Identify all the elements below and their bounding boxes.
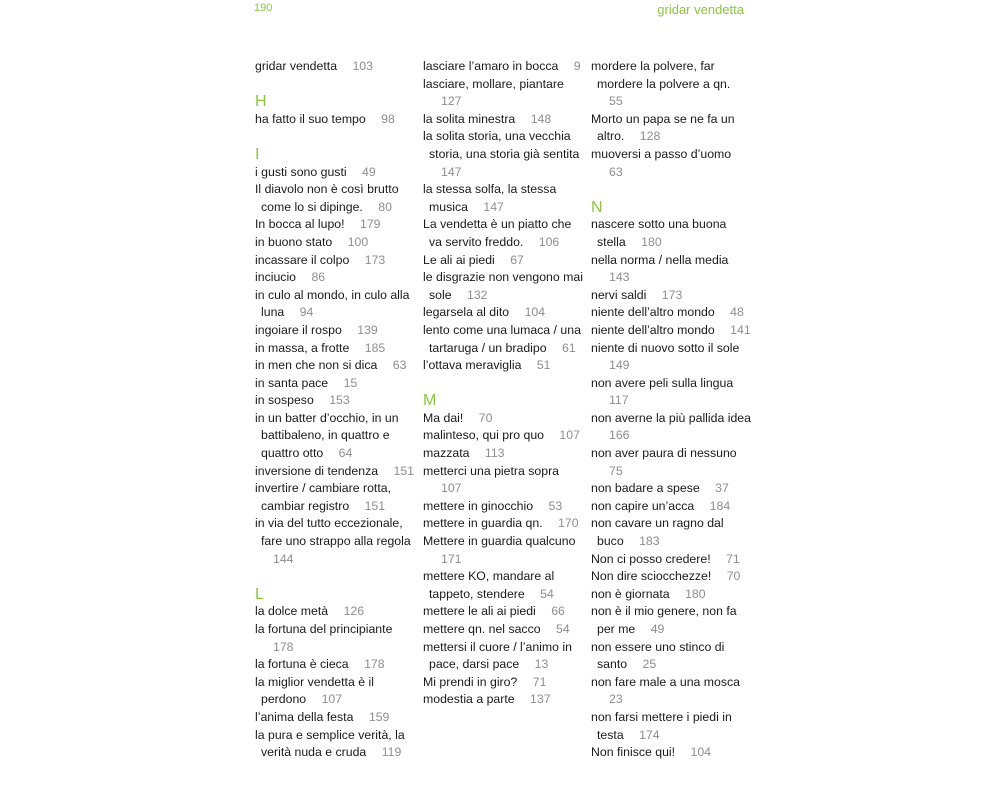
- index-entry-page: 23: [609, 692, 623, 707]
- index-entry-text: in men che non si dica: [255, 358, 378, 373]
- index-entry-text: i gusti sono gusti: [255, 164, 347, 179]
- index-entry-text: mettere le ali ai piedi: [423, 604, 536, 619]
- index-entry-text: incassare il colpo: [255, 252, 350, 267]
- index-entry: [423, 498, 585, 516]
- index-entry-text: le disgrazie non vengono mai sole: [423, 270, 583, 302]
- index-entry: [591, 709, 753, 744]
- index-entry-text: niente dell’altro mondo: [591, 322, 715, 337]
- index-entry-text: inversione di tendenza: [255, 463, 379, 478]
- index-entry-text: Mi prendi in giro?: [423, 674, 518, 689]
- index-entry-text: in culo al mondo, in culo alla luna: [255, 287, 410, 320]
- index-entry-page: 48: [730, 305, 744, 320]
- index-entry-text: La vendetta è un piatto che va servito freddo.: [423, 217, 572, 249]
- index-entry-page: 128: [639, 129, 661, 144]
- index-entry-page: 103: [352, 59, 373, 73]
- index-entry-text: non è il mio genere, non fa per me: [591, 604, 737, 636]
- index-entry: [591, 603, 753, 638]
- index-entry: [255, 515, 417, 568]
- index-entry-text: Non ci posso credere!: [591, 551, 711, 566]
- index-entry-text: Non dire sciocchezze!: [591, 569, 712, 584]
- index-entry: [255, 58, 417, 76]
- index-entry-text: lento come una lumaca / una tartaruga / un bradipo: [423, 322, 581, 355]
- index-entry: [591, 498, 753, 516]
- index-entry-page: 51: [536, 358, 551, 373]
- index-entry: [255, 234, 417, 252]
- index-entry: [423, 304, 585, 322]
- index-entry-text: in buono stato: [255, 234, 333, 249]
- index-entry-text: mettere in ginocchio: [423, 498, 534, 513]
- index-entry: [423, 252, 585, 270]
- index-letter-heading: I: [255, 145, 260, 163]
- index-entry-page: 139: [357, 322, 378, 337]
- index-entry-text: nascere sotto una buona stella: [591, 217, 727, 249]
- index-entry-text: malinteso, qui pro quo: [423, 428, 544, 443]
- index-entry-page: 55: [609, 94, 623, 109]
- index-entry-text: lasciare l’amaro in bocca: [423, 59, 559, 73]
- index-entry: [423, 568, 585, 603]
- index-entry: [591, 58, 753, 111]
- index-entry-text: ha fatto il suo tempo: [255, 111, 366, 126]
- index-entry-text: mettere qn. nel sacco: [423, 622, 541, 636]
- index-entry-page: 64: [338, 446, 353, 461]
- index-letter-heading: H: [255, 93, 267, 111]
- index-entry-page: 179: [359, 217, 381, 232]
- index-entry-page: 104: [524, 305, 546, 320]
- index-entry-page: 147: [441, 164, 462, 179]
- index-entry: [423, 128, 585, 181]
- index-entry-text: metterci una pietra sopra: [423, 463, 560, 478]
- index-entry-page: 151: [393, 463, 415, 478]
- index-entry: [423, 181, 585, 216]
- index-entry: [255, 357, 417, 375]
- index-entry: [255, 392, 417, 410]
- index-entry: [255, 322, 417, 340]
- index-entry-text: la solita minestra: [423, 111, 516, 126]
- index-entry-text: la miglior vendetta è il perdono: [255, 674, 374, 707]
- index-entry: [255, 603, 417, 621]
- index-entry: [255, 674, 417, 709]
- index-entry-text: non capire un’acca: [591, 498, 695, 513]
- index-entry-page: 67: [510, 252, 524, 267]
- index-entry-page: 113: [484, 446, 505, 461]
- index-entry-text: non farsi mettere i piedi in testa: [591, 709, 732, 742]
- index-entry-page: 80: [378, 199, 392, 214]
- index-entry-text: In bocca al lupo!: [255, 217, 345, 232]
- index-entry-page: 53: [548, 498, 563, 513]
- index-entry-text: non essere uno stinco di santo: [591, 639, 725, 672]
- index-entry-page: 171: [441, 551, 462, 566]
- index-entry: [423, 463, 585, 498]
- index-entry: [255, 181, 417, 216]
- index-entry: [423, 410, 585, 428]
- index-entry-text: in massa, a frotte: [255, 340, 350, 355]
- index-entry: [255, 480, 417, 515]
- index-entry-text: Mettere in guardia qualcuno: [423, 534, 576, 549]
- index-entry-page: 137: [530, 692, 551, 707]
- index-entry: [423, 427, 585, 445]
- index-entry: [591, 674, 753, 709]
- index-entry-page: 143: [609, 270, 630, 285]
- index-entry-page: 174: [639, 727, 660, 742]
- index-entry-page: 54: [556, 622, 570, 636]
- index-entry-page: 75: [609, 463, 623, 478]
- index-entry-text: non badare a spese: [591, 481, 700, 496]
- index-entry: [423, 445, 585, 463]
- index-column-1: [255, 58, 417, 762]
- index-entry: [591, 287, 753, 305]
- index-entry: [423, 269, 585, 304]
- index-entry: [255, 164, 417, 182]
- index-entry-page: 107: [441, 481, 462, 496]
- index-letter-heading: N: [591, 198, 603, 216]
- index-entry-text: muoversi a passo d’uomo: [591, 146, 732, 161]
- index-entry-page: 183: [639, 534, 660, 549]
- index-entry-page: 15: [343, 375, 358, 390]
- index-entry-text: invertire / cambiare rotta, cambiar registro: [255, 481, 391, 513]
- index-entry: [591, 744, 753, 762]
- index-entry-page: 71: [532, 674, 547, 689]
- index-entry-page: 153: [329, 393, 350, 408]
- index-entry-page: 63: [609, 164, 623, 179]
- index-entry-text: in via del tutto eccezionale, fare uno strappo alla regola: [255, 516, 411, 549]
- index-entry-text: gridar vendetta: [255, 59, 338, 73]
- index-entry-page: 61: [562, 340, 576, 355]
- index-column-2: [423, 58, 585, 709]
- index-entry: [255, 621, 417, 656]
- index-entry: [591, 304, 753, 322]
- index-entry: [255, 111, 417, 129]
- index-entry: [255, 709, 417, 727]
- index-entry: [591, 252, 753, 287]
- index-entry-page: 86: [311, 270, 326, 285]
- index-entry: [255, 656, 417, 674]
- index-entry-page: 98: [381, 111, 395, 126]
- index-entry: [591, 568, 753, 586]
- index-entry-page: 54: [540, 586, 554, 601]
- index-entry-text: Il diavolo non è così brutto come lo si dipinge.: [255, 182, 399, 214]
- index-entry-page: 13: [534, 657, 549, 672]
- index-entry-page: 104: [690, 745, 712, 760]
- index-entry-text: modestia a parte: [423, 692, 515, 707]
- index-entry-text: niente di nuovo sotto il sole: [591, 340, 740, 355]
- index-entry-page: 180: [641, 234, 662, 249]
- index-entry: [255, 727, 417, 762]
- index-entry: [591, 480, 753, 498]
- index-entry: [255, 340, 417, 358]
- page-number: 190: [254, 2, 273, 14]
- index-entry-text: la dolce metà: [255, 604, 329, 619]
- index-entry: [423, 621, 585, 639]
- index-entry-page: 70: [726, 569, 741, 584]
- index-entry: [423, 515, 585, 533]
- index-entry: [591, 322, 753, 340]
- index-entry-page: 178: [364, 657, 385, 672]
- index-entry: [423, 111, 585, 129]
- index-entry-page: 63: [392, 358, 407, 373]
- index-entry-text: mazzata: [423, 446, 470, 461]
- index-entry-text: in sospeso: [255, 393, 314, 408]
- index-entry-text: non averne la più pallida idea: [591, 410, 751, 425]
- index-entry: [591, 340, 753, 375]
- index-entry-text: la pura e semplice verità, la verità nuda e cruda: [255, 727, 405, 760]
- index-entry-text: Le ali ai piedi: [423, 252, 495, 267]
- index-entry-text: la fortuna è cieca: [255, 657, 349, 672]
- index-entry: [423, 216, 585, 251]
- index-entry-text: mettere in guardia qn.: [423, 516, 543, 531]
- index-entry: [255, 375, 417, 393]
- index-entry-page: 25: [642, 657, 657, 672]
- index-entry: [423, 76, 585, 111]
- index-entry-text: nella norma / nella media: [591, 252, 729, 267]
- index-entry-page: 9: [573, 59, 581, 73]
- index-entry-page: 94: [299, 305, 314, 320]
- index-entry: [255, 216, 417, 234]
- index-entry: [423, 674, 585, 692]
- index-entry-text: ingoiare il rospo: [255, 322, 342, 337]
- index-entry-page: 126: [343, 604, 365, 619]
- index-entry-page: 184: [709, 498, 731, 513]
- index-entry-text: la solita storia, una vecchia storia, una storia già sentita: [423, 129, 580, 161]
- index-entry-page: 127: [441, 94, 462, 109]
- index-entry-page: 170: [558, 516, 579, 531]
- index-entry: [423, 639, 585, 674]
- index-entry-page: 107: [321, 692, 343, 707]
- index-entry: [255, 269, 417, 287]
- index-entry: [423, 322, 585, 357]
- index-entry-text: non è giornata: [591, 586, 670, 601]
- index-entry-text: Non finisce qui!: [591, 745, 676, 760]
- index-entry-text: mordere la polvere, far mordere la polvere a qn.: [591, 59, 731, 91]
- index-entry: [423, 533, 585, 568]
- index-entry-page: 37: [715, 481, 729, 496]
- index-entry-text: l’ottava meraviglia: [423, 358, 522, 373]
- index-entry: [591, 410, 753, 445]
- index-entry: [591, 445, 753, 480]
- index-entry-text: in un batter d’occhio, in un battibaleno, in quattro e quattro otto: [255, 410, 399, 461]
- index-letter-heading: M: [423, 392, 437, 410]
- index-entry-page: 149: [609, 358, 630, 373]
- index-entry: [255, 252, 417, 270]
- index-entry: [255, 463, 417, 481]
- index-entry: [591, 515, 753, 550]
- index-entry: [591, 216, 753, 251]
- index-entry-page: 185: [364, 340, 386, 355]
- index-entry-text: Ma dai!: [423, 410, 464, 425]
- index-entry-page: 151: [364, 498, 386, 513]
- index-entry-page: 180: [685, 586, 706, 601]
- index-entry-page: 49: [650, 622, 665, 636]
- index-entry: [591, 586, 753, 604]
- index-entry: [255, 287, 417, 322]
- index-entry-page: 132: [466, 287, 488, 302]
- index-entry-page: 107: [559, 428, 580, 443]
- index-entry: [255, 410, 417, 463]
- index-entry-text: la stessa solfa, la stessa musica: [423, 182, 557, 214]
- index-entry-text: in santa pace: [255, 375, 329, 390]
- index-entry: [591, 639, 753, 674]
- index-entry-page: 71: [726, 551, 740, 566]
- index-entry-page: 100: [347, 234, 369, 249]
- index-entry: [591, 375, 753, 410]
- index-letter-heading: L: [255, 585, 264, 603]
- index-entry: [423, 58, 585, 76]
- index-entry-text: mettersi il cuore / l’animo in pace, darsi pace: [423, 639, 572, 672]
- index-entry-page: 173: [661, 287, 683, 302]
- index-entry: [423, 691, 585, 709]
- index-entry-text: legarsela al dito: [423, 305, 510, 320]
- index-entry-page: 70: [478, 410, 493, 425]
- index-entry: [591, 551, 753, 569]
- index-entry-page: 117: [609, 393, 629, 408]
- index-entry-page: 106: [538, 234, 560, 249]
- index-entry-text: non cavare un ragno dal buco: [591, 516, 724, 549]
- index-entry: [591, 111, 753, 146]
- index-entry-page: 178: [273, 639, 294, 654]
- index-entry-page: 141: [730, 322, 751, 337]
- index-entry: [423, 357, 585, 375]
- index-entry-page: 148: [530, 111, 552, 126]
- index-entry-page: 66: [551, 604, 565, 619]
- index-entry-text: Morto un papa se ne fa un altro.: [591, 111, 735, 144]
- index-entry-text: mettere KO, mandare al tappeto, stendere: [423, 569, 555, 601]
- index-entry-text: niente dell’altro mondo: [591, 305, 715, 320]
- index-entry-page: 49: [362, 164, 376, 179]
- running-head: gridar vendetta: [657, 2, 744, 17]
- index-entry-page: 147: [483, 199, 504, 214]
- index-entry-text: la fortuna del principiante: [255, 622, 393, 636]
- index-entry-text: non fare male a una mosca: [591, 674, 741, 689]
- index-entry: [591, 146, 753, 181]
- index-entry-page: 144: [273, 551, 294, 566]
- index-entry-text: lasciare, mollare, piantare: [423, 76, 564, 91]
- index-entry-text: nervi saldi: [591, 287, 647, 302]
- index-entry: [423, 603, 585, 621]
- index-entry-page: 166: [609, 428, 630, 443]
- index-entry-page: 173: [364, 252, 386, 267]
- index-column-3: [591, 58, 753, 762]
- index-entry-text: inciucio: [255, 270, 297, 285]
- index-entry-text: non avere peli sulla lingua: [591, 375, 734, 390]
- index-entry-text: non aver paura di nessuno: [591, 446, 737, 461]
- index-entry-page: 119: [381, 745, 402, 760]
- index-entry-page: 159: [368, 709, 390, 724]
- index-entry-text: l’anima della festa: [255, 709, 354, 724]
